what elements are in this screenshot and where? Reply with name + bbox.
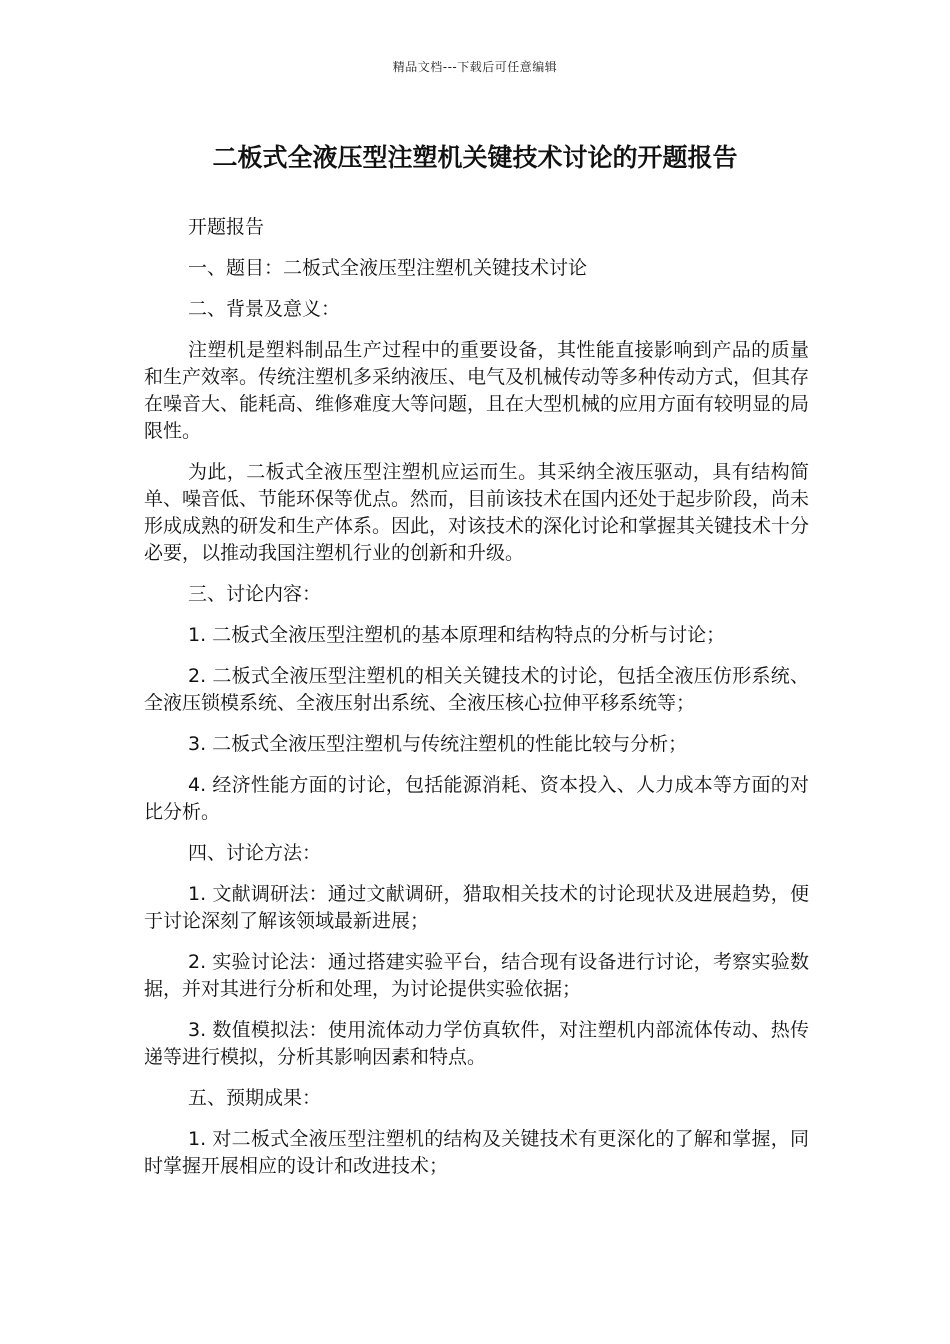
paragraph: 二、背景及意义： (188, 298, 341, 320)
paragraph: 1. 二板式全液压型注塑机的基本原理和结构特点的分析与讨论； (188, 624, 726, 646)
paragraph: 注塑机是塑料制品生产过程中的重要设备，其性能直接影响到产品的质量和生产效率。传统注塑机多采纳液压、电气及机械传动等多种传动方式，但其存在噪音大、能耗高、维修难度大等问题，且在大型机械的应用方面有较明显的局限性。 (144, 339, 810, 442)
paragraph: 4. 经济性能方面的讨论，包括能源消耗、资本投入、人力成本等方面的对比分析。 (144, 774, 809, 823)
document-body (144, 214, 809, 1194)
paragraph: 五、预期成果： (188, 1087, 322, 1109)
paragraph: 3. 数值模拟法：使用流体动力学仿真软件，对注塑机内部流体传动、热传递等进行模拟，分析其影响因素和特点。 (144, 1019, 809, 1068)
paragraph: 2. 二板式全液压型注塑机的相关关键技术的讨论，包括全液压仿形系统、全液压锁模系统、全液压射出系统、全液压核心拉伸平移系统等； (144, 665, 809, 714)
paragraph: 3. 二板式全液压型注塑机与传统注塑机的性能比较与分析； (188, 733, 688, 755)
paragraph: 三、讨论内容： (188, 583, 322, 605)
paragraph: 2. 实验讨论法：通过搭建实验平台，结合现有设备进行讨论，考察实验数据，并对其进行分析和处理，为讨论提供实验依据； (144, 951, 809, 1000)
paragraph: 1. 对二板式全液压型注塑机的结构及关键技术有更深化的了解和掌握，同时掌握开展相应的设计和改进技术； (144, 1128, 809, 1177)
paragraph: 开题报告 (188, 216, 265, 238)
paragraph: 一、题目：二板式全液压型注塑机关键技术讨论 (188, 257, 588, 279)
paragraph: 四、讨论方法： (188, 842, 322, 864)
paragraph: 1. 文献调研法：通过文献调研，猎取相关技术的讨论现状及进展趋势，便于讨论深刻了解该领域最新进展； (144, 883, 809, 932)
document-title: 二板式全液压型注塑机关键技术讨论的开题报告 (212, 143, 738, 172)
header-note: 精品文档---下载后可任意编辑 (392, 60, 558, 74)
paragraph: 为此，二板式全液压型注塑机应运而生。其采纳全液压驱动，具有结构简单、噪音低、节能环保等优点。然而，目前该技术在国内还处于起步阶段，尚未形成成熟的研发和生产体系。因此，对该技术的深化讨论和掌握其关键技术十分必要，以推动我国注塑机行业的创新和升级。 (144, 461, 810, 564)
